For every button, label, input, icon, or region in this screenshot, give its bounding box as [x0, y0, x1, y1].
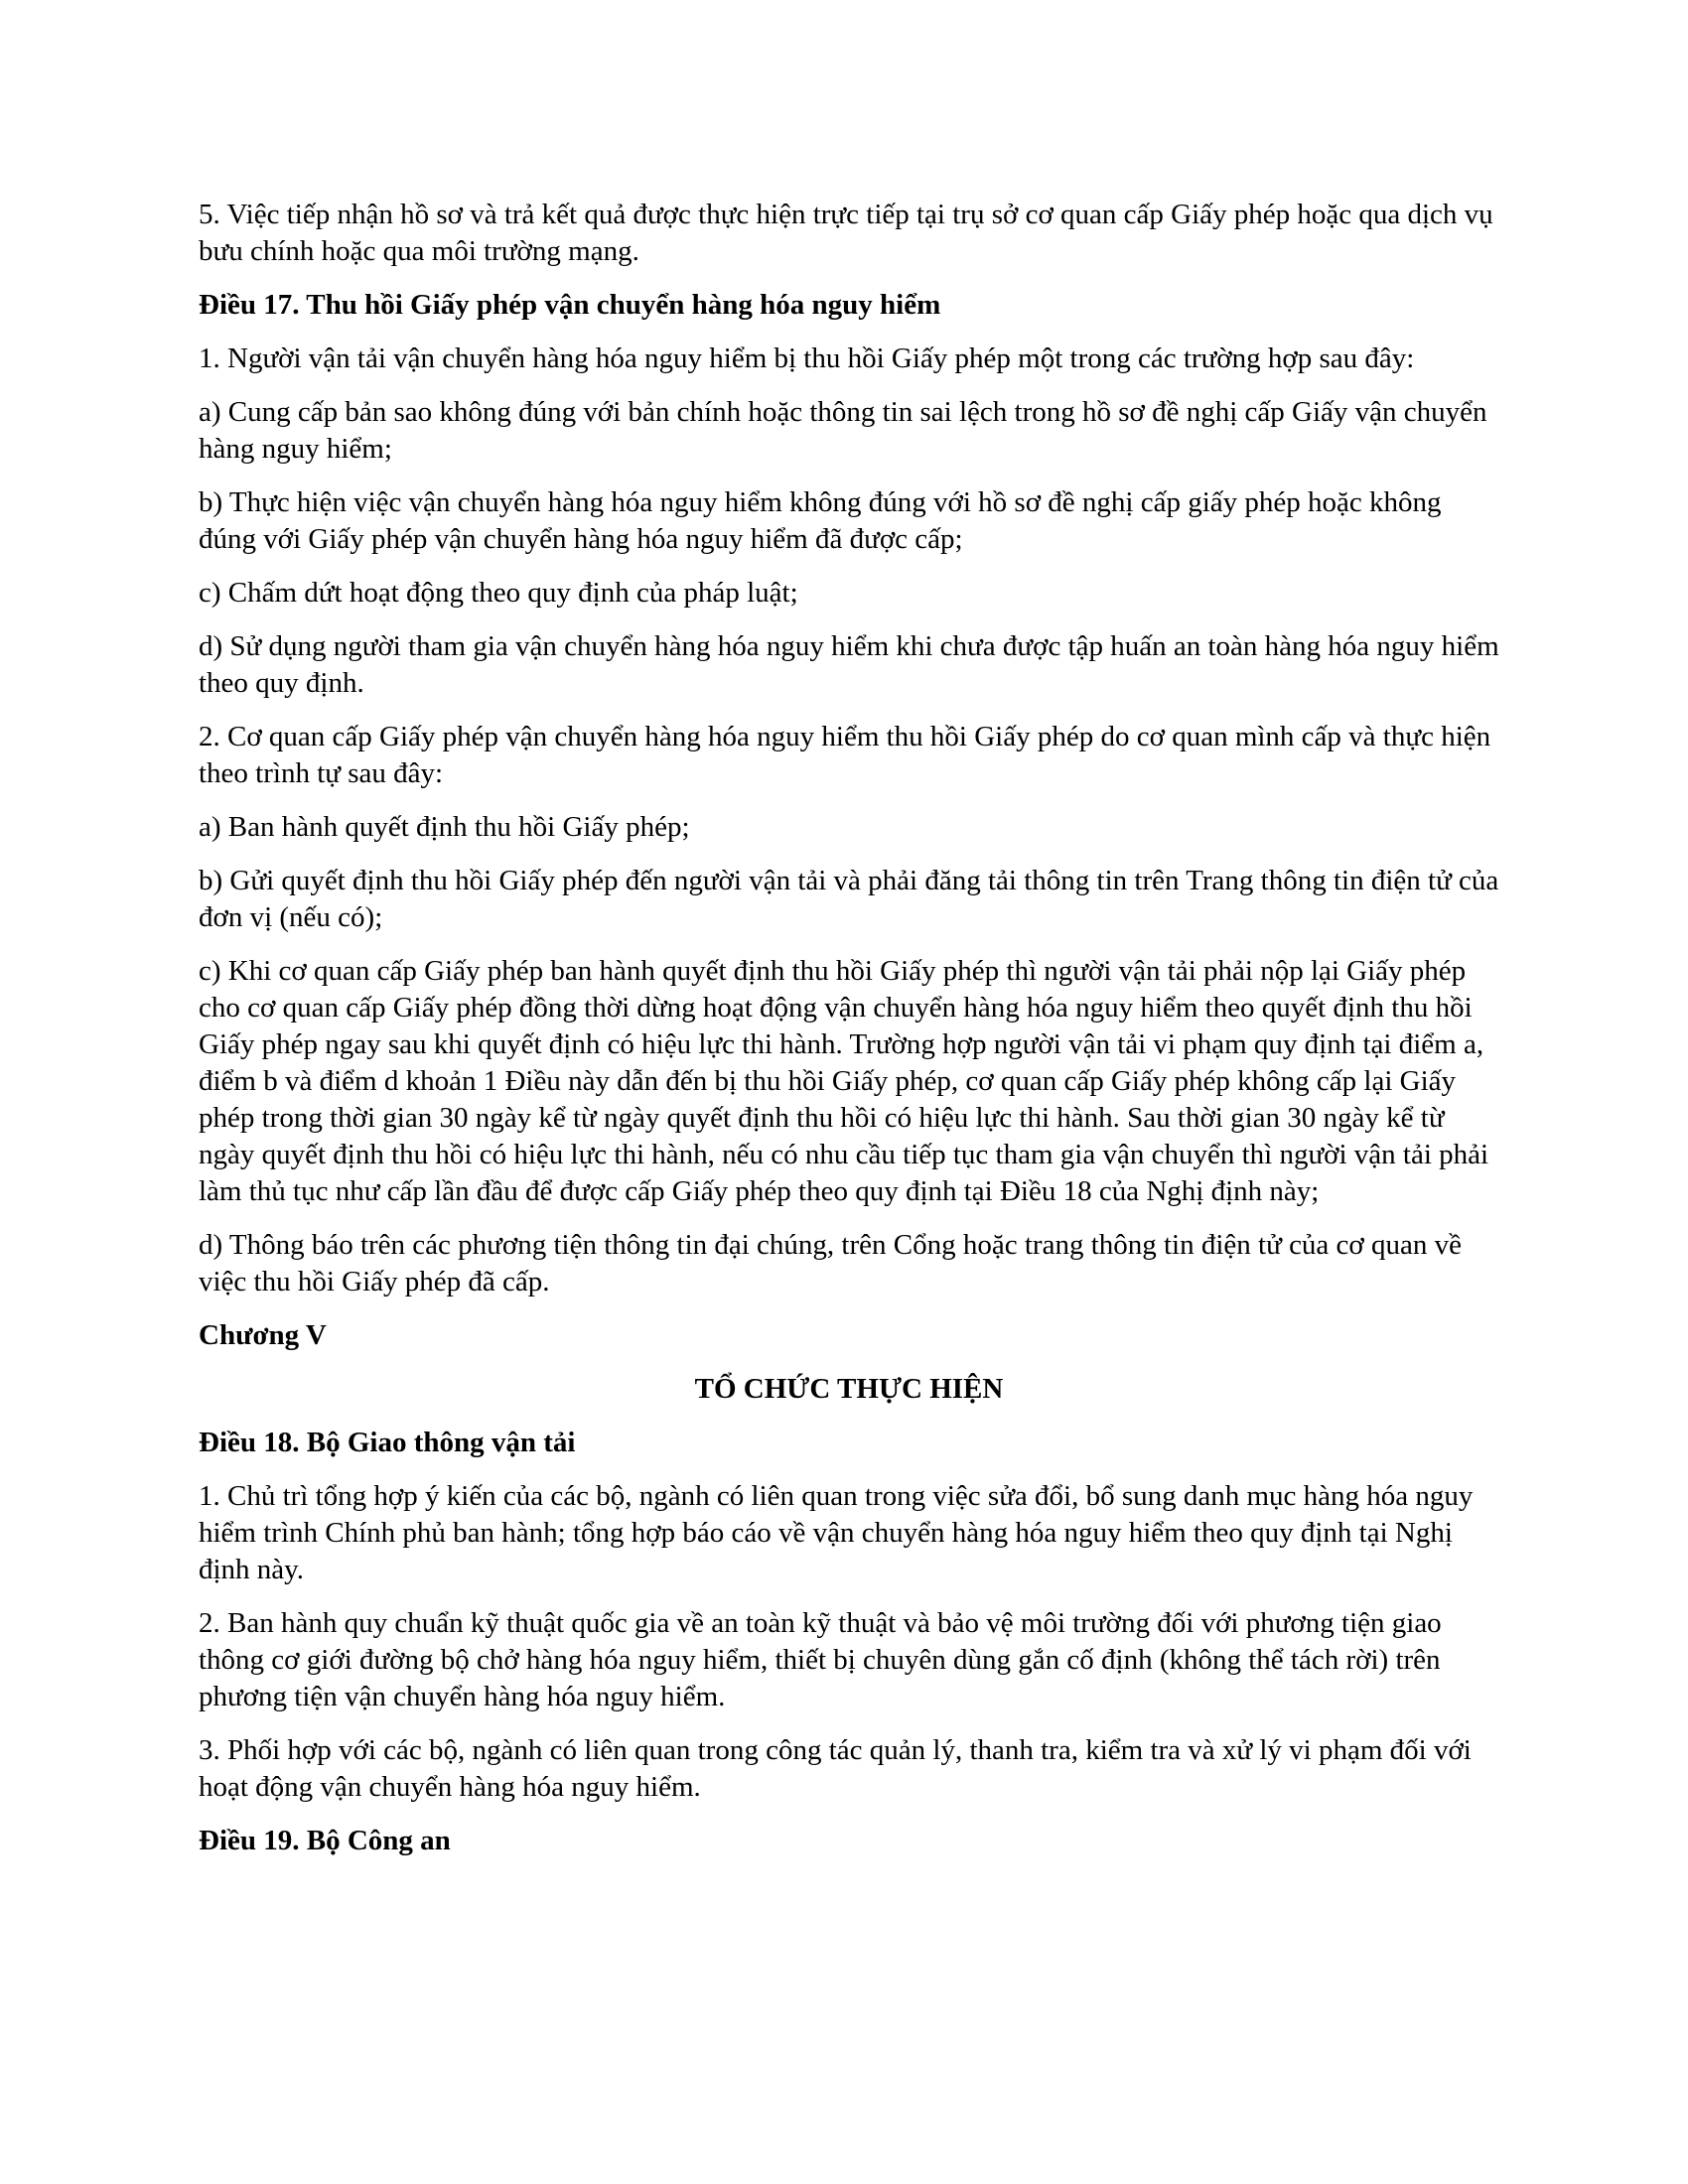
chapter-title: TỔ CHỨC THỰC HIỆN	[694, 1373, 1004, 1405]
document-page	[199, 197, 1499, 1876]
paragraph-clause-3: 3. Phối hợp với các bộ, ngành có liên quan trong công tác quản lý, thanh tra, kiểm tra và xử lý vi phạm đối với hoạt động vận chuyển hàng hóa nguy hiểm.	[199, 1734, 1472, 1803]
chapter-label: Chương V	[199, 1319, 327, 1351]
paragraph-clause-2: 2. Ban hành quy chuẩn kỹ thuật quốc gia về an toàn kỹ thuật và bảo vệ môi trường đối với phương tiện giao thông cơ giới đường bộ chở hàng hóa nguy hiểm, thiết bị chuyên dùng gắn cố định (không thể tách rời) trên phương tiện vận chuyển hàng hóa nguy hiểm.	[199, 1607, 1442, 1712]
paragraph-point-d: d) Sử dụng người tham gia vận chuyển hàng hóa nguy hiểm khi chưa được tập huấn an toàn hàng hóa nguy hiểm theo quy định.	[199, 630, 1499, 699]
paragraph-point-c: c) Chấm dứt hoạt động theo quy định của pháp luật;	[199, 577, 798, 609]
paragraph-point-d: d) Thông báo trên các phương tiện thông tin đại chúng, trên Cổng hoặc trang thông tin điện tử của cơ quan về việc thu hồi Giấy phép đã cấp.	[199, 1229, 1463, 1297]
paragraph-point-c: c) Khi cơ quan cấp Giấy phép ban hành quyết định thu hồi Giấy phép thì người vận tải phải nộp lại Giấy phép cho cơ quan cấp Giấy phép đồng thời dừng hoạt động vận chuyển hàng hóa nguy hiểm theo quyết định thu hồi Giấy phép ngay sau khi quyết định có hiệu lực thi hành. Trường hợp người vận tải vi phạm quy định tại điểm a, điểm b và điểm d khoản 1 Điều này dẫn đến bị thu hồi Giấy phép, cơ quan cấp Giấy phép không cấp lại Giấy phép trong thời gian 30 ngày kể từ ngày quyết định thu hồi có hiệu lực thi hành. Sau thời gian 30 ngày kể từ ngày quyết định thu hồi có hiệu lực thi hành, nếu có nhu cầu tiếp tục tham gia vận chuyển thì người vận tải phải làm thủ tục như cấp lần đầu để được cấp Giấy phép theo quy định tại Điều 18 của Nghị định này;	[199, 955, 1489, 1207]
article-18-heading: Điều 18. Bộ Giao thông vận tải	[199, 1427, 576, 1458]
paragraph-point-b: b) Gửi quyết định thu hồi Giấy phép đến người vận tải và phải đăng tải thông tin trên Trang thông tin điện tử của đơn vị (nếu có);	[199, 865, 1499, 933]
paragraph-clause-1: 1. Người vận tải vận chuyển hàng hóa nguy hiểm bị thu hồi Giấy phép một trong các trường hợp sau đây:	[199, 342, 1415, 374]
paragraph-point-a: a) Ban hành quyết định thu hồi Giấy phép;	[199, 811, 690, 843]
article-17-heading: Điều 17. Thu hồi Giấy phép vận chuyển hàng hóa nguy hiểm	[199, 289, 941, 321]
paragraph-clause-1: 1. Chủ trì tổng hợp ý kiến của các bộ, ngành có liên quan trong việc sửa đổi, bổ sung danh mục hàng hóa nguy hiểm trình Chính phủ ban hành; tổng hợp báo cáo về vận chuyển hàng hóa nguy hiểm theo quy định tại Nghị định này.	[199, 1480, 1474, 1585]
paragraph-clause-2: 2. Cơ quan cấp Giấy phép vận chuyển hàng hóa nguy hiểm thu hồi Giấy phép do cơ quan mình cấp và thực hiện theo trình tự sau đây:	[199, 721, 1491, 789]
paragraph-point-b: b) Thực hiện việc vận chuyển hàng hóa nguy hiểm không đúng với hồ sơ đề nghị cấp giấy phép hoặc không đúng với Giấy phép vận chuyển hàng hóa nguy hiểm đã được cấp;	[199, 486, 1442, 555]
paragraph-point-a: a) Cung cấp bản sao không đúng với bản chính hoặc thông tin sai lệch trong hồ sơ đề nghị cấp Giấy vận chuyển hàng nguy hiểm;	[199, 396, 1487, 465]
article-19-heading: Điều 19. Bộ Công an	[199, 1825, 451, 1856]
paragraph-clause-5: 5. Việc tiếp nhận hồ sơ và trả kết quả được thực hiện trực tiếp tại trụ sở cơ quan cấp Giấy phép hoặc qua dịch vụ bưu chính hoặc qua môi trường mạng.	[199, 199, 1493, 267]
